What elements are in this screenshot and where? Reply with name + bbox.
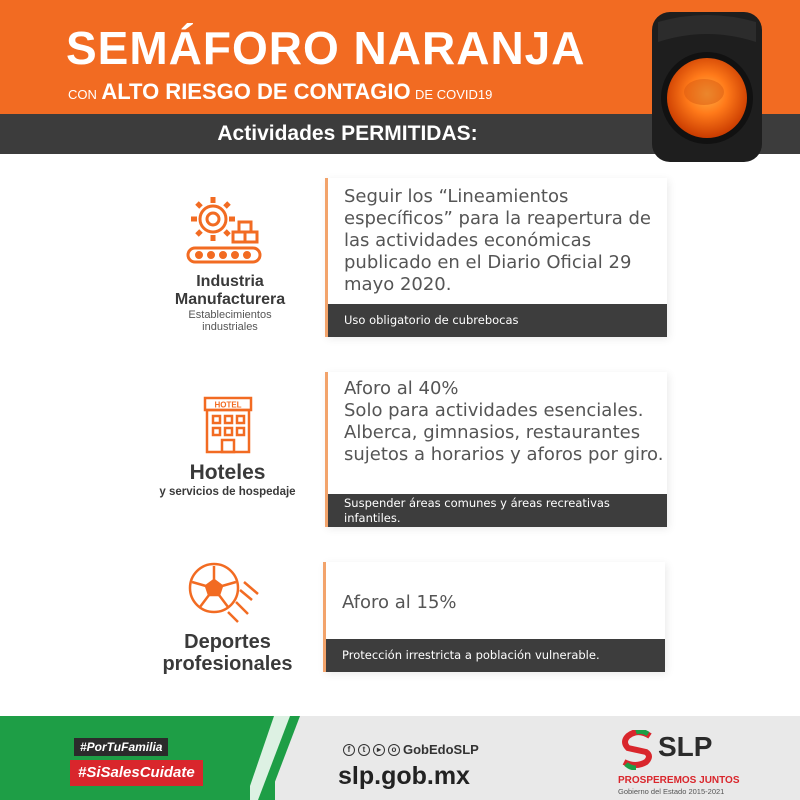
category-subtitle: Establecimientos industriales [188, 309, 272, 333]
subtitle-suffix: DE COVID19 [415, 87, 493, 102]
footer-green-panel [0, 716, 275, 800]
subtitle-main: ALTO RIESGO DE CONTAGIO [101, 79, 411, 104]
slp-logo [618, 728, 738, 798]
card-text: Aforo al 15% [342, 592, 457, 613]
hashtag-portufamilia: #PorTuFamilia [74, 738, 168, 756]
instagram-icon[interactable]: o [388, 744, 400, 756]
category-hoteles [140, 460, 315, 499]
twitter-icon[interactable]: t [358, 744, 370, 756]
card-note: Suspender áreas comunes y áreas recreativas infantiles. [328, 494, 667, 527]
website-link[interactable]: slp.gob.mx [338, 762, 470, 790]
youtube-icon[interactable]: ▸ [373, 744, 385, 756]
slp-emblem-icon [620, 730, 656, 770]
card-text: Seguir los “Lineamientos específicos” para la reapertura de las actividades económicas publicado en el Diario Oficial 29 mayo 2020. [344, 186, 652, 295]
category-deportes [145, 631, 310, 675]
footer [0, 716, 800, 800]
card-line: Alberca, gimnasios, restaurantes sujetos a horarios y aforos por giro. [344, 422, 664, 465]
social-handle[interactable]: GobEdoSLP [403, 742, 479, 757]
card-text-list [344, 378, 664, 466]
page-title: SEMÁFORO NARANJA [66, 22, 586, 74]
slp-government-note: Gobierno del Estado 2015-2021 [618, 787, 725, 796]
hotel-icon [201, 396, 255, 454]
slp-tagline: PROSPEREMOS JUNTOS [618, 775, 740, 786]
hashtag-sisalescuidate: #SiSalesCuidate [70, 760, 203, 786]
slp-logo-text: SLP [658, 731, 713, 762]
social-row [343, 742, 479, 757]
category-title: Deportes profesionales [162, 631, 293, 675]
category-subtitle: y servicios de hospedaje [159, 486, 296, 498]
category-title: Hoteles [189, 461, 266, 484]
info-card-industria [325, 178, 667, 337]
footer-divider-decoration [250, 716, 300, 800]
page-subtitle [68, 80, 492, 107]
card-line: Solo para actividades esenciales. [344, 400, 644, 421]
category-title: Industria Manufacturera [174, 273, 286, 308]
card-note: Protección irrestricta a población vulnerable. [326, 639, 665, 672]
svg-text:HOTEL: HOTEL [214, 400, 242, 410]
section-title: Actividades PERMITIDAS: [217, 122, 478, 145]
subtitle-prefix: CON [68, 87, 97, 102]
card-note: Uso obligatorio de cubrebocas [328, 304, 667, 337]
factory-gear-icon [185, 192, 263, 268]
card-line: Aforo al 40% [344, 378, 459, 399]
soccer-ball-icon [186, 560, 262, 624]
info-card-hoteles [325, 372, 667, 527]
traffic-light-icon [648, 12, 766, 162]
info-card-deportes [323, 562, 665, 672]
facebook-icon[interactable]: f [343, 744, 355, 756]
category-industria [150, 273, 310, 333]
